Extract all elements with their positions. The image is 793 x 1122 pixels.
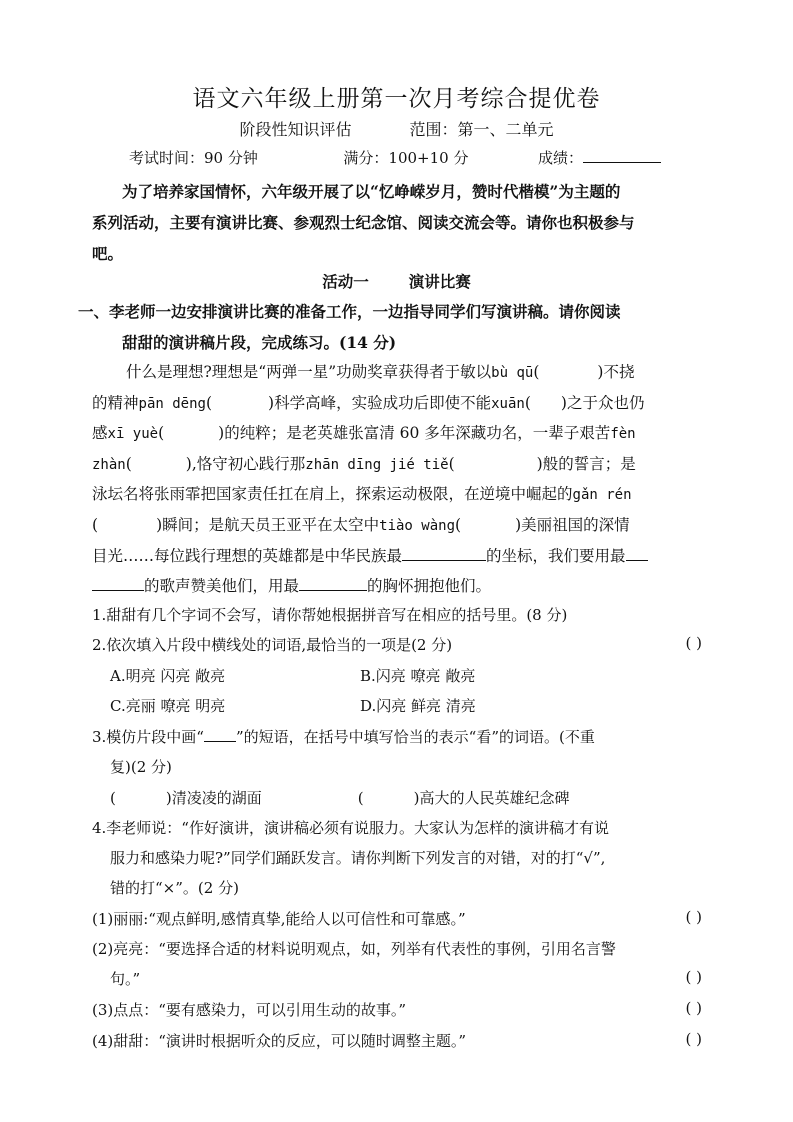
intro-paragraph bbox=[92, 176, 702, 269]
passage-line bbox=[92, 571, 702, 602]
pinyin: pān dēng bbox=[138, 395, 206, 412]
passage-text: 的坐标，我们要用最 bbox=[486, 546, 626, 565]
pinyin: bù qū bbox=[491, 365, 534, 381]
judge-paren[interactable]: ( ) bbox=[685, 1030, 702, 1048]
phrase-monument: 高大的人民英雄纪念碑 bbox=[419, 789, 570, 807]
fill-blank[interactable] bbox=[92, 576, 144, 591]
pinyin: zhān dīng jié tiě bbox=[305, 456, 449, 473]
question-1-2 bbox=[92, 634, 702, 655]
pinyin: xuān bbox=[491, 395, 525, 412]
question-1-4-cont: 错的打“×”。(2 分) bbox=[110, 879, 239, 897]
passage-line bbox=[92, 541, 702, 572]
question-1-3 bbox=[92, 726, 595, 747]
full-score: 满分：100+10 分 bbox=[343, 149, 469, 167]
option-b[interactable]: B.闪亮 嘹亮 敞亮 bbox=[360, 667, 476, 685]
passage-text: 目光……每位践行理想的英雄都是中华民族最 bbox=[92, 546, 403, 565]
pinyin: tiào wàng bbox=[379, 517, 455, 534]
question-1-3-cont: 复)(2 分) bbox=[110, 758, 172, 776]
grade-blank[interactable] bbox=[583, 148, 661, 163]
question-1-heading bbox=[78, 297, 702, 358]
passage-text: 什么是理想?理想是“两弹一星”功勋奖章获得者于敏以 bbox=[126, 363, 492, 381]
passage-text: 的歌声赞美他们，用最 bbox=[144, 577, 300, 596]
judge-text: 句。” bbox=[110, 970, 141, 988]
subtitle-scope: 范围：第一、二单元 bbox=[409, 120, 554, 139]
intro-line: 为了培养家国情怀，六年级开展了以“忆峥嵘岁月，赞时代楷模”为主题的 bbox=[122, 182, 621, 201]
pinyin: gǎn rén bbox=[572, 487, 632, 504]
option-d[interactable]: D.闪亮 鲜亮 清亮 bbox=[360, 697, 476, 715]
grade-label: 成绩： bbox=[538, 149, 584, 167]
q1-line: 一、李老师一边安排演讲比赛的准备工作，一边指导同学们写演讲稿。请你阅读 bbox=[78, 302, 621, 321]
passage-line: zhàn( ),恪守初心践行那zhān dīng jié tiě( )般的誓言；是 bbox=[92, 454, 636, 473]
question-1-1: 1.甜甜有几个字词不会写，请你帮她根据拼音写在相应的括号里。(8 分) bbox=[92, 606, 568, 624]
subtitle-assessment: 阶段性知识评估 bbox=[239, 120, 352, 139]
passage-text: 泳坛名将张雨霏把国家责任扛在肩上，探索运动极限，在逆境中崛起的 bbox=[92, 485, 573, 504]
option-a[interactable]: A.明亮 闪亮 敞亮 bbox=[110, 667, 226, 685]
activity-label: 活动一 bbox=[322, 272, 369, 291]
passage-text: 科学高峰，实验成功后即使不能 bbox=[274, 393, 492, 412]
question-1-3-items: ( )清凌凌的湖面 ( )高大的人民英雄纪念碑 bbox=[110, 789, 570, 807]
judge-text: (3)点点：“要有感染力，可以引用生动的故事。” bbox=[92, 1001, 407, 1019]
speech-passage bbox=[92, 357, 702, 602]
sub-questions bbox=[92, 604, 702, 1074]
option-c[interactable]: C.亮丽 嘹亮 明亮 bbox=[110, 697, 226, 715]
pinyin: xī yuè bbox=[107, 426, 159, 443]
exam-info bbox=[129, 147, 661, 168]
question-1-4: 4.李老师说：“作好演讲，演讲稿必须有说服力。大家认为怎样的演讲稿才有说 bbox=[92, 819, 609, 837]
passage-line: 的精神pān dēng( )科学高峰，实验成功后即使不能xuān( )之于众也仍 bbox=[92, 393, 645, 412]
intro-line: 吧。 bbox=[92, 244, 124, 263]
judge-paren[interactable]: ( ) bbox=[685, 968, 702, 986]
judge-item-2-cont bbox=[92, 968, 702, 989]
judge-paren[interactable]: ( ) bbox=[685, 908, 702, 926]
judge-text: (1)丽丽:“观点鲜明,感情真挚,能给人以可信性和可靠感。” bbox=[92, 910, 466, 928]
option-row bbox=[92, 665, 475, 686]
question-1-4-cont: 服力和感染力呢?”同学们踊跃发言。请你判断下列发言的对错，对的打“√”, bbox=[110, 849, 606, 867]
passage-text: 的纯粹；是老英雄张富清 60 多年深藏功名，一辈子艰苦 bbox=[224, 424, 611, 443]
question-text: ”的短语，在括号中填写恰当的表示“看”的词语。(不重 bbox=[235, 728, 595, 746]
activity-name: 演讲比赛 bbox=[408, 272, 471, 291]
pinyin: fèn bbox=[610, 426, 636, 443]
judge-item-4 bbox=[92, 1030, 702, 1051]
passage-line bbox=[92, 479, 702, 510]
judge-item-3 bbox=[92, 999, 702, 1020]
passage-text: 的精神 bbox=[92, 393, 139, 412]
passage-text: 瞬间；是航天员王亚平在太空中 bbox=[162, 515, 380, 534]
question-text: 3.模仿片段中画“ bbox=[92, 728, 204, 746]
fill-blank[interactable] bbox=[402, 546, 486, 561]
fill-blank[interactable] bbox=[626, 546, 648, 561]
passage-line: ( )瞬间；是航天员王亚平在太空中tiào wàng( )美丽祖国的深情 bbox=[92, 515, 630, 534]
judge-paren[interactable]: ( ) bbox=[685, 999, 702, 1017]
fill-blank[interactable] bbox=[299, 576, 367, 591]
passage-text: 美丽祖国的深情 bbox=[521, 515, 630, 534]
activity-heading bbox=[0, 270, 793, 292]
passage-text: ,恪守初心践行那 bbox=[191, 454, 306, 473]
passage-text: 不挠 bbox=[603, 363, 635, 381]
pinyin: zhàn bbox=[92, 456, 126, 473]
passage-line: 感xī yuè( )的纯粹；是老英雄张富清 60 多年深藏功名，一辈子艰苦fèn bbox=[92, 424, 636, 443]
passage-line: 什么是理想?理想是“两弹一星”功勋奖章获得者于敏以bù qū( )不挠 bbox=[126, 363, 635, 381]
judge-text: (4)甜甜：“演讲时根据听众的反应，可以随时调整主题。” bbox=[92, 1032, 467, 1050]
judge-item-2: (2)亮亮：“要选择合适的材料说明观点，如，列举有代表性的事例，引用名言警 bbox=[92, 940, 616, 958]
passage-text: 感 bbox=[92, 424, 108, 443]
option-row bbox=[92, 695, 476, 716]
passage-text: 的胸怀拥抱他们。 bbox=[367, 577, 492, 596]
intro-line: 系列活动，主要有演讲比赛、参观烈士纪念馆、阅读交流会等。请你也积极参与 bbox=[92, 213, 635, 232]
subtitle bbox=[0, 117, 793, 140]
passage-text: 之于众也仍 bbox=[566, 393, 645, 412]
q1-line: 甜甜的演讲稿片段，完成练习。(14 分) bbox=[122, 332, 397, 352]
answer-paren[interactable]: ( ) bbox=[685, 634, 702, 652]
passage-text: 般的誓言；是 bbox=[542, 454, 636, 473]
page-title: 语文六年级上册第一次月考综合提优卷 bbox=[192, 86, 601, 112]
phrase-lake: 清凌凌的湖面 bbox=[171, 789, 262, 807]
question-text: 2.依次填入片段中横线处的词语,最恰当的一项是(2 分) bbox=[92, 636, 453, 654]
exam-time: 考试时间：90 分钟 bbox=[129, 149, 258, 167]
underline-mark bbox=[204, 727, 236, 742]
judge-item-1 bbox=[92, 908, 702, 929]
